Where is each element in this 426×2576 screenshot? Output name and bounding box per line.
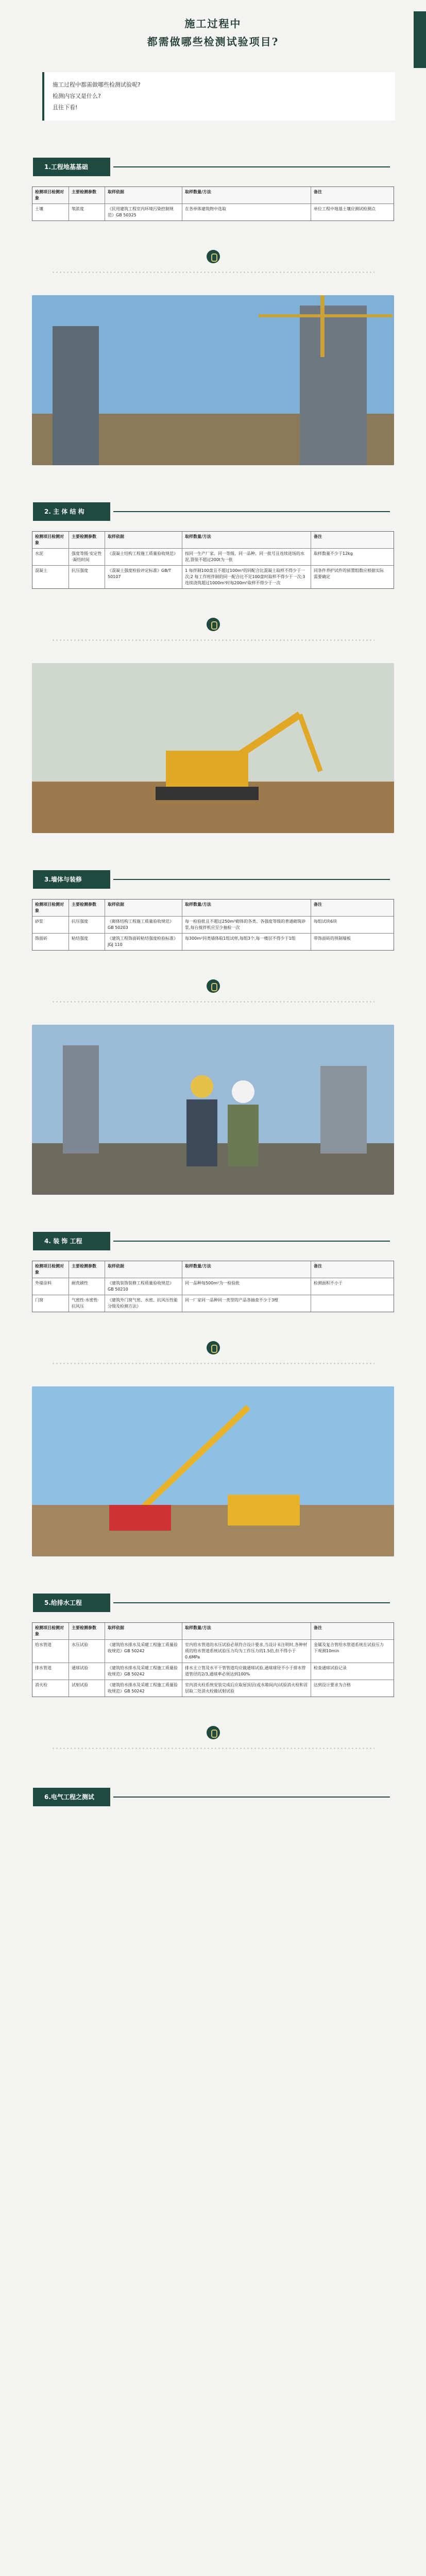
table-header-row: [32, 1261, 394, 1278]
table-row: [32, 548, 394, 565]
section-title: 5.给排水工程: [33, 1594, 110, 1612]
inspection-table: [32, 187, 394, 221]
table-header-row: [32, 900, 394, 916]
inspection-table: [32, 531, 394, 589]
table-header-cell: 检测项目检测对象: [35, 1625, 64, 1636]
table-cell: 在各单体建筑物中选取: [182, 204, 311, 221]
section-title: 2. 主 体 结 构: [33, 502, 110, 521]
intro-line: 检测内容又是什么?: [53, 93, 101, 99]
dotted-divider: [52, 1747, 374, 1751]
section: [0, 501, 426, 833]
table-cell: 按同一生产厂家、同一等级、同一品种、同一批号且连续进场的水泥,袋装不超过200t为一批: [182, 549, 311, 565]
table-cell: 达到设计要求为合格: [311, 1680, 388, 1697]
section-rule: [113, 1602, 390, 1603]
table-cell: 同条件养护试件的留置组数应根据实际需要确定: [311, 566, 388, 588]
intro-line: 且往下看!: [53, 104, 78, 111]
table-row: [32, 204, 394, 221]
table-header-cell: 备注: [311, 1623, 388, 1639]
table-header-cell: 检测项目检测对象: [35, 190, 64, 200]
section: [0, 157, 426, 465]
table-cell: 《砌体结构工程施工质量验收规范》GB 50203: [105, 917, 182, 933]
inspection-table: [32, 1622, 394, 1697]
dotted-divider: [52, 1000, 374, 1004]
photo-illustration: [32, 1025, 394, 1195]
table-row: [32, 916, 394, 933]
table-header-cell: 取样数量/方法: [182, 900, 311, 916]
table-row: [32, 1680, 394, 1697]
sections-container: [0, 157, 426, 1807]
table-header-cell: 主要检测参数: [69, 187, 105, 204]
photo-illustration: [32, 1386, 394, 1556]
construction-photo: [32, 663, 394, 833]
table-row: [32, 1639, 394, 1663]
section-header: [0, 1592, 426, 1613]
table-cell: 给水管道: [35, 1642, 52, 1647]
table-cell: 消火栓: [35, 1683, 47, 1687]
table-cell: 饰面砖: [35, 936, 47, 941]
section-rule: [113, 1797, 390, 1798]
section-rule: [113, 879, 390, 880]
table-header-cell: 备注: [311, 900, 388, 916]
table-cell: 外墙涂料: [35, 1281, 52, 1285]
table-cell: 通球试验: [69, 1663, 105, 1680]
construction-photo: [32, 1025, 394, 1195]
table-cell: 1 每拌制100盘且不超过100m³的同配合比混凝土取样不得少于一次;2 每工作班拌制的同一配合比不足100盘时取样不得少于一次;3 连续浇筑超过1000m³时每200m³取样不得少于一次: [182, 566, 311, 588]
table-cell: 《混凝土结构工程施工质量验收规范》: [105, 549, 182, 565]
inspection-table: [32, 899, 394, 951]
section-header: [0, 1787, 426, 1807]
table-row: [32, 565, 394, 588]
table-cell: 门窗: [35, 1298, 43, 1302]
section-rule: [113, 166, 390, 167]
dotted-divider: [52, 638, 374, 642]
table-header-row: [32, 532, 394, 548]
table-cell: 砂浆: [35, 919, 43, 924]
table-header-cell: 主要检测参数: [69, 1623, 105, 1639]
table-cell: 抗压强度: [69, 917, 105, 933]
table-cell: [311, 1295, 388, 1312]
table-row: [32, 933, 394, 950]
table-header-row: [32, 187, 394, 204]
table-cell: 检测面积不小于: [311, 1278, 388, 1295]
intro-line: 施工过程中都需做哪些检测试验呢?: [53, 81, 141, 88]
table-cell: 氡浓度: [69, 204, 105, 221]
section-title: 1.工程地基基础: [33, 158, 110, 176]
header-title-line1: 施工过程中: [184, 18, 242, 30]
table-header-cell: 取样数量/方法: [182, 1261, 311, 1278]
divider-icon: [207, 1341, 220, 1354]
photo-illustration: [32, 663, 394, 833]
table-header-cell: 取样数量/方法: [182, 187, 311, 204]
table-header-cell: 检测项目检测对象: [35, 902, 64, 913]
intro-box: [42, 72, 395, 121]
table-header-cell: 检测项目检测对象: [35, 534, 64, 545]
table-cell: 《混凝土强度检验评定标准》GB/T 50107: [105, 566, 182, 588]
table-row: [32, 1278, 394, 1295]
table-header-cell: 备注: [311, 532, 388, 548]
dotted-divider: [52, 270, 374, 275]
table-cell: 《建筑给水排水及采暖工程施工质量验收规范》GB 50242: [105, 1680, 182, 1697]
inspection-table: [32, 1261, 394, 1312]
section: [0, 1592, 426, 1751]
section-rule: [113, 1241, 390, 1242]
table-header-row: [32, 1623, 394, 1639]
table-header-cell: 取样数量/方法: [182, 532, 311, 548]
table-header-cell: 取样依据: [105, 1623, 182, 1639]
divider-icon: [207, 618, 220, 631]
table-cell: 同一厂家同一品种同一类型的产品各抽查不少于3樘: [182, 1295, 311, 1312]
table-header-cell: 取样依据: [105, 187, 182, 204]
dotted-divider: [52, 1362, 374, 1366]
table-cell: 室内给水管道的水压试验必须符合设计要求,当设计未注明时,各种材质的给水管道系统试验压力均为工作压力的1.5倍,但不得小于0.6MPa: [182, 1640, 311, 1663]
table-header-cell: 取样依据: [105, 532, 182, 548]
table-cell: 《民用建筑工程室内环境污染控制规范》GB 50325: [105, 204, 182, 221]
table-cell: 混凝土: [35, 568, 47, 573]
section-rule: [113, 511, 390, 512]
table-header-cell: 取样依据: [105, 1261, 182, 1278]
table-cell: 粘结强度: [69, 934, 105, 950]
section-title: 3.墙体与装修: [33, 870, 110, 889]
header-title-line2: 都需做哪些检测试验项目?: [147, 36, 279, 48]
section: [0, 1231, 426, 1556]
table-cell: 抗压强度: [69, 566, 105, 588]
table-cell: 排水主立管及水平干管管道均应做通球试验,通球球径不小于排水管道管径的2/3,通球率必须达到100%: [182, 1663, 311, 1680]
table-cell: 气密性·水密性·抗风压: [69, 1295, 105, 1312]
construction-photo: [32, 295, 394, 465]
table-cell: 每一检验批且不超过250m³砌体的各类、各强度等级的普通砌筑砂浆,每台搅拌机应至少抽检一次: [182, 917, 311, 933]
table-cell: 带饰面砖的预制墙板: [311, 934, 388, 950]
section-title: 6.电气工程之测试: [33, 1788, 110, 1806]
table-cell: 耐洗刷性: [69, 1278, 105, 1295]
table-cell: 检查通球试验记录: [311, 1663, 388, 1680]
table-cell: 金属及复合管给水管道系统在试验压力下观测10min: [311, 1640, 388, 1663]
section-header: [0, 501, 426, 522]
table-header-cell: 取样数量/方法: [182, 1623, 311, 1639]
section-header: [0, 1231, 426, 1251]
table-cell: 单位工程中地基土壤应测试检测点: [311, 204, 388, 221]
table-cell: 土壤: [35, 207, 43, 211]
table-cell: 强度等级·安定性·凝结时间: [69, 549, 105, 565]
table-row: [32, 1295, 394, 1312]
table-cell: 每300m²同类墙体取1组试样,每组3个,每一楼层不得少于1组: [182, 934, 311, 950]
table-header-cell: 备注: [311, 1261, 388, 1278]
table-cell: 取样数量不少于12kg: [311, 549, 388, 565]
table-cell: 试射试验: [69, 1680, 105, 1697]
table-cell: 《建筑工程饰面砖粘结强度检验标准》JGJ 110: [105, 934, 182, 950]
divider-icon: [207, 1726, 220, 1739]
construction-photo: [32, 1386, 394, 1556]
section-title: 4. 装 饰 工程: [33, 1232, 110, 1250]
table-cell: 每组试块6块: [311, 917, 388, 933]
table-header-cell: 主要检测参数: [69, 532, 105, 548]
table-header-cell: 主要检测参数: [69, 900, 105, 916]
table-header-cell: 检测项目检测对象: [35, 1264, 64, 1275]
table-header-cell: 取样依据: [105, 900, 182, 916]
header-accent-bar: [414, 11, 426, 68]
table-cell: 《建筑给水排水及采暖工程施工质量验收规范》GB 50242: [105, 1640, 182, 1663]
table-cell: 《建筑给水排水及采暖工程施工质量验收规范》GB 50242: [105, 1663, 182, 1680]
table-row: [32, 1663, 394, 1680]
table-cell: 《建筑外门窗气密、水密、抗风压性能分级及检测方法》: [105, 1295, 182, 1312]
section-header: [0, 869, 426, 890]
table-header-cell: 主要检测参数: [69, 1261, 105, 1278]
table-cell: 排水管道: [35, 1666, 52, 1670]
table-cell: 同一品种每500m²为一检验批: [182, 1278, 311, 1295]
photo-illustration: [32, 295, 394, 465]
section-header: [0, 157, 426, 177]
table-cell: 水泥: [35, 551, 43, 556]
table-cell: 水压试验: [69, 1640, 105, 1663]
table-header-cell: 备注: [311, 187, 388, 204]
table-cell: 室内消火栓系统安装完成后应取屋顶层(或水箱间内)试验消火栓和首层取二处消火栓做试射试验: [182, 1680, 311, 1697]
header: [0, 0, 426, 72]
section: [0, 869, 426, 1195]
divider-icon: [207, 250, 220, 263]
divider-icon: [207, 979, 220, 993]
table-cell: 《建筑装饰装修工程质量验收规范》GB 50210: [105, 1278, 182, 1295]
section: [0, 1787, 426, 1807]
